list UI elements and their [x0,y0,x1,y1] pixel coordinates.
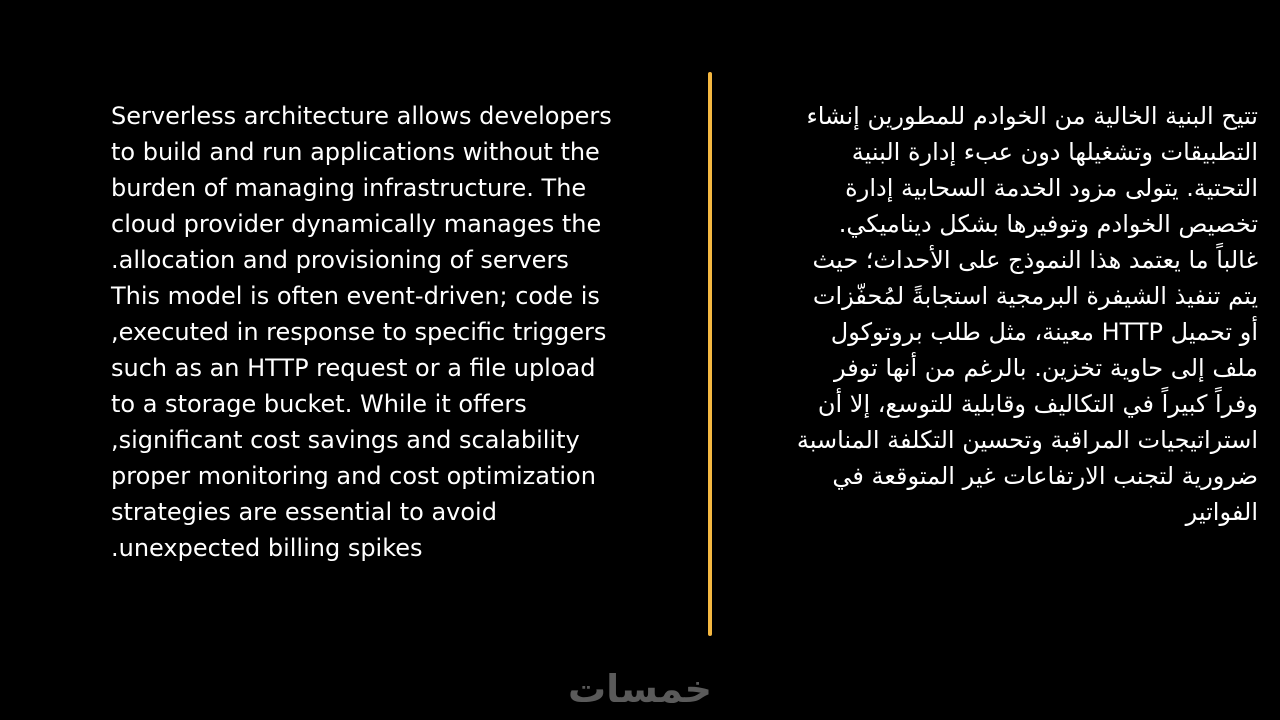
vertical-divider [708,72,712,636]
logo-wordmark: خمسات [568,667,712,711]
khamsat-logo-icon [540,664,740,714]
arabic-paragraph: تتيح البنية الخالية من الخوادم للمطورين إنشاء التطبيقات وتشغيلها دون عبء إدارة البنية التحتية. يتولى مزود الخدمة السحابية إدارة تخصيص الخوادم وتوفيرها بشكل ديناميكي. غالباً ما يعتمد هذا النموذج على الأحداث؛ حيث يتم تنفيذ الشيفرة البرمجية استجابةً لمُحفّزات أو تحميل HTTP معينة، مثل طلب بروتوكول ملف إلى حاوية تخزين. بالرغم من أنها توفر وفراً كبيراً في التكاليف وقابلية للتوسع، إلا أن استراتيجيات المراقبة وتحسين التكلفة المناسبة ضرورية لتجنب الارتفاعات غير المتوقعة في الفواتير [796,102,1258,526]
english-paragraph: Serverless architecture allows developers to build and run applications without the burden of managing infrastructure. The cloud provider dynamically manages the .allocation and provisioning of servers This model is often event-driven; code is ,executed in response to specific triggers such as an HTTP request or a file upload to a storage bucket. While it offers ,significant cost savings and scalability proper monitoring and cost optimization strategies are essential to avoid .unexpected billing spikes [111,102,612,562]
